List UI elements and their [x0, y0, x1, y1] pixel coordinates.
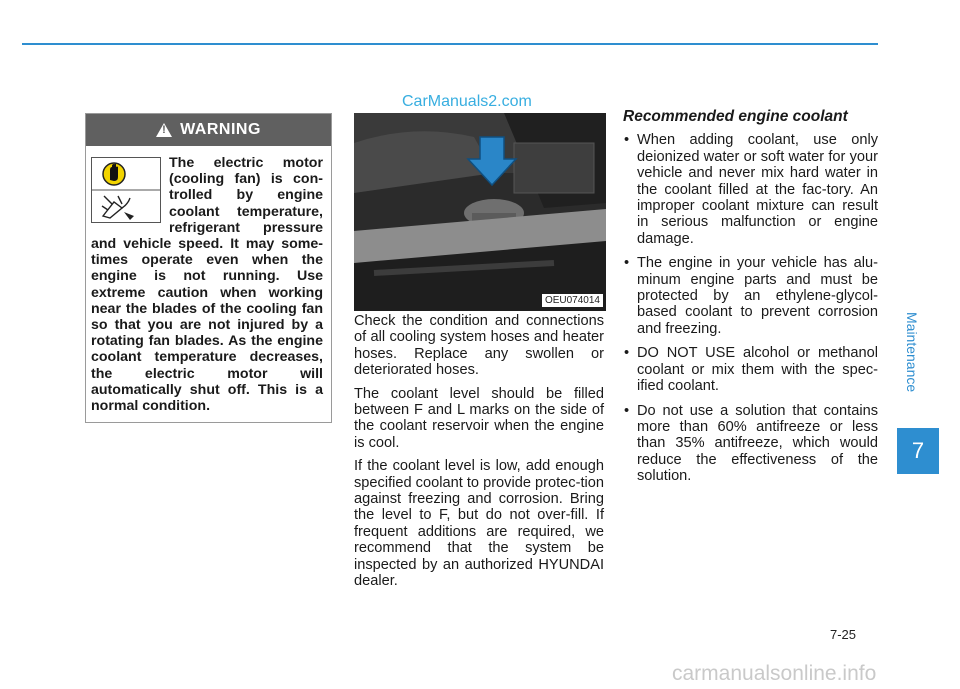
watermark-link[interactable]: CarManuals2.com — [402, 93, 532, 110]
warning-heading: WARNING — [180, 121, 261, 138]
header-rule — [22, 43, 878, 45]
cooling-fan-hazard-icon — [91, 157, 161, 223]
paragraph: Check the condition and connections of all cooling system hoses and heater hoses. Replace any swollen or deteriorated hoses. — [354, 313, 604, 379]
list-item: • When adding coolant, use only deionized water or soft water for your vehicle and never mix hard water in the coolant filled at the fac-tory. An improper coolant mixture can result in serious malfunction or engine damage. — [616, 132, 878, 247]
chapter-side-label: Maintenance — [904, 312, 920, 393]
chapter-tab[interactable]: 7 — [897, 428, 939, 474]
list-item: • Do not use a solution that contains more than 60% antifreeze or less than 35% antifreeze, which would reduce the effectiveness of the solution. — [616, 403, 878, 485]
warning-body — [86, 146, 331, 414]
warning-text-lead: The electric motor (cooling fan) is con-trolled by engine coolant temperature, refrigerant pressure — [169, 155, 323, 236]
paragraph: If the coolant level is low, add enough specified coolant to provide protec-tion against freezing and corrosion. Bring the level to F, but do not over-fill. If frequent additions are required, we recommend that the system be inspected by an authorized HYUNDAI dealer. — [354, 458, 604, 590]
warning-text-rest: and vehicle speed. It may some-times operate even when the engine is not running. Use extreme caution when working near the blades of the cooling fan so that you are not injured by a rotating fan blades. As the engine coolant temperature decreases, the electric motor will automatically shut off. This is a normal condition. — [91, 236, 323, 415]
recommended-coolant-section — [616, 109, 878, 493]
list-item: • DO NOT USE alcohol or methanol coolant or mix them with the spec-ified coolant. — [616, 345, 878, 394]
footer-watermark: carmanualsonline.info — [672, 662, 877, 685]
coolant-check-text — [354, 313, 604, 597]
section-heading: Recommended engine coolant — [623, 108, 848, 125]
engine-bay-photo — [354, 113, 606, 311]
bullet-list — [616, 132, 878, 484]
warning-box — [85, 113, 332, 423]
warning-header — [86, 114, 331, 146]
paragraph: The coolant level should be filled between F and L marks on the side of the coolant reservoir when the engine is cool. — [354, 385, 604, 451]
list-item: • The engine in your vehicle has alu-minum engine parts and must be protected by an ethylene-glycol-based coolant to prevent corrosion and freezing. — [616, 255, 878, 337]
warning-triangle-icon: ! — [156, 123, 172, 137]
photo-caption: OEU074014 — [542, 294, 603, 307]
page-number: 7-25 — [830, 627, 857, 642]
